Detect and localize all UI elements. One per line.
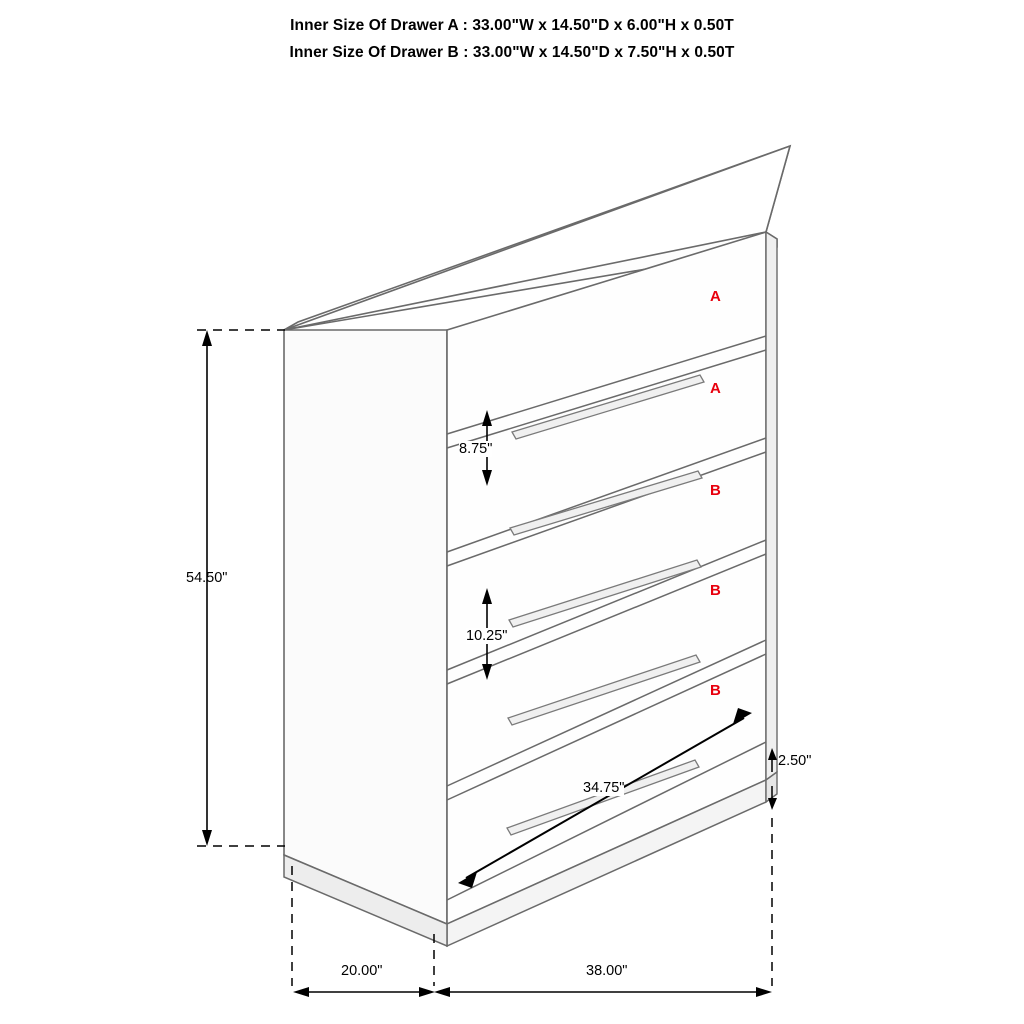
cabinet-left-side bbox=[284, 330, 447, 924]
drawer-label-2: A bbox=[710, 380, 721, 397]
cabinet-right-edge bbox=[766, 232, 777, 780]
drawer-a-height-label: 8.75" bbox=[459, 441, 493, 457]
width-label: 38.00" bbox=[586, 963, 628, 979]
drawer-b-inner-size-text: Inner Size Of Drawer B : 33.00"W x 14.50"D x 7.50"H x 0.50T bbox=[289, 44, 735, 61]
depth-label: 20.00" bbox=[341, 963, 383, 979]
overall-height-arrow-bottom bbox=[202, 830, 212, 846]
dimension-depth bbox=[293, 987, 435, 997]
drawer-label-1: A bbox=[710, 288, 721, 305]
overall-height-arrow-top bbox=[202, 330, 212, 346]
drawer-label-4: B bbox=[710, 582, 721, 599]
width-arrow-right bbox=[756, 987, 772, 997]
depth-arrow-right bbox=[419, 987, 435, 997]
base-height-label: 2.50" bbox=[778, 753, 812, 769]
base-height-arrow-bottom bbox=[768, 798, 777, 810]
overall-height-label: 54.50" bbox=[186, 570, 228, 586]
drawer-b-height-label: 10.25" bbox=[466, 628, 508, 644]
dimension-width bbox=[434, 987, 772, 997]
drawer-a-inner-size-text: Inner Size Of Drawer A : 33.00"W x 14.50"D x 6.00"H x 0.50T bbox=[290, 17, 734, 34]
drawer-label-3: B bbox=[710, 482, 721, 499]
depth-arrow-left bbox=[293, 987, 309, 997]
drawer-label-5: B bbox=[710, 682, 721, 699]
front-width-label: 34.75" bbox=[583, 780, 625, 796]
width-arrow-left bbox=[434, 987, 450, 997]
dimension-overall-height bbox=[197, 330, 285, 846]
